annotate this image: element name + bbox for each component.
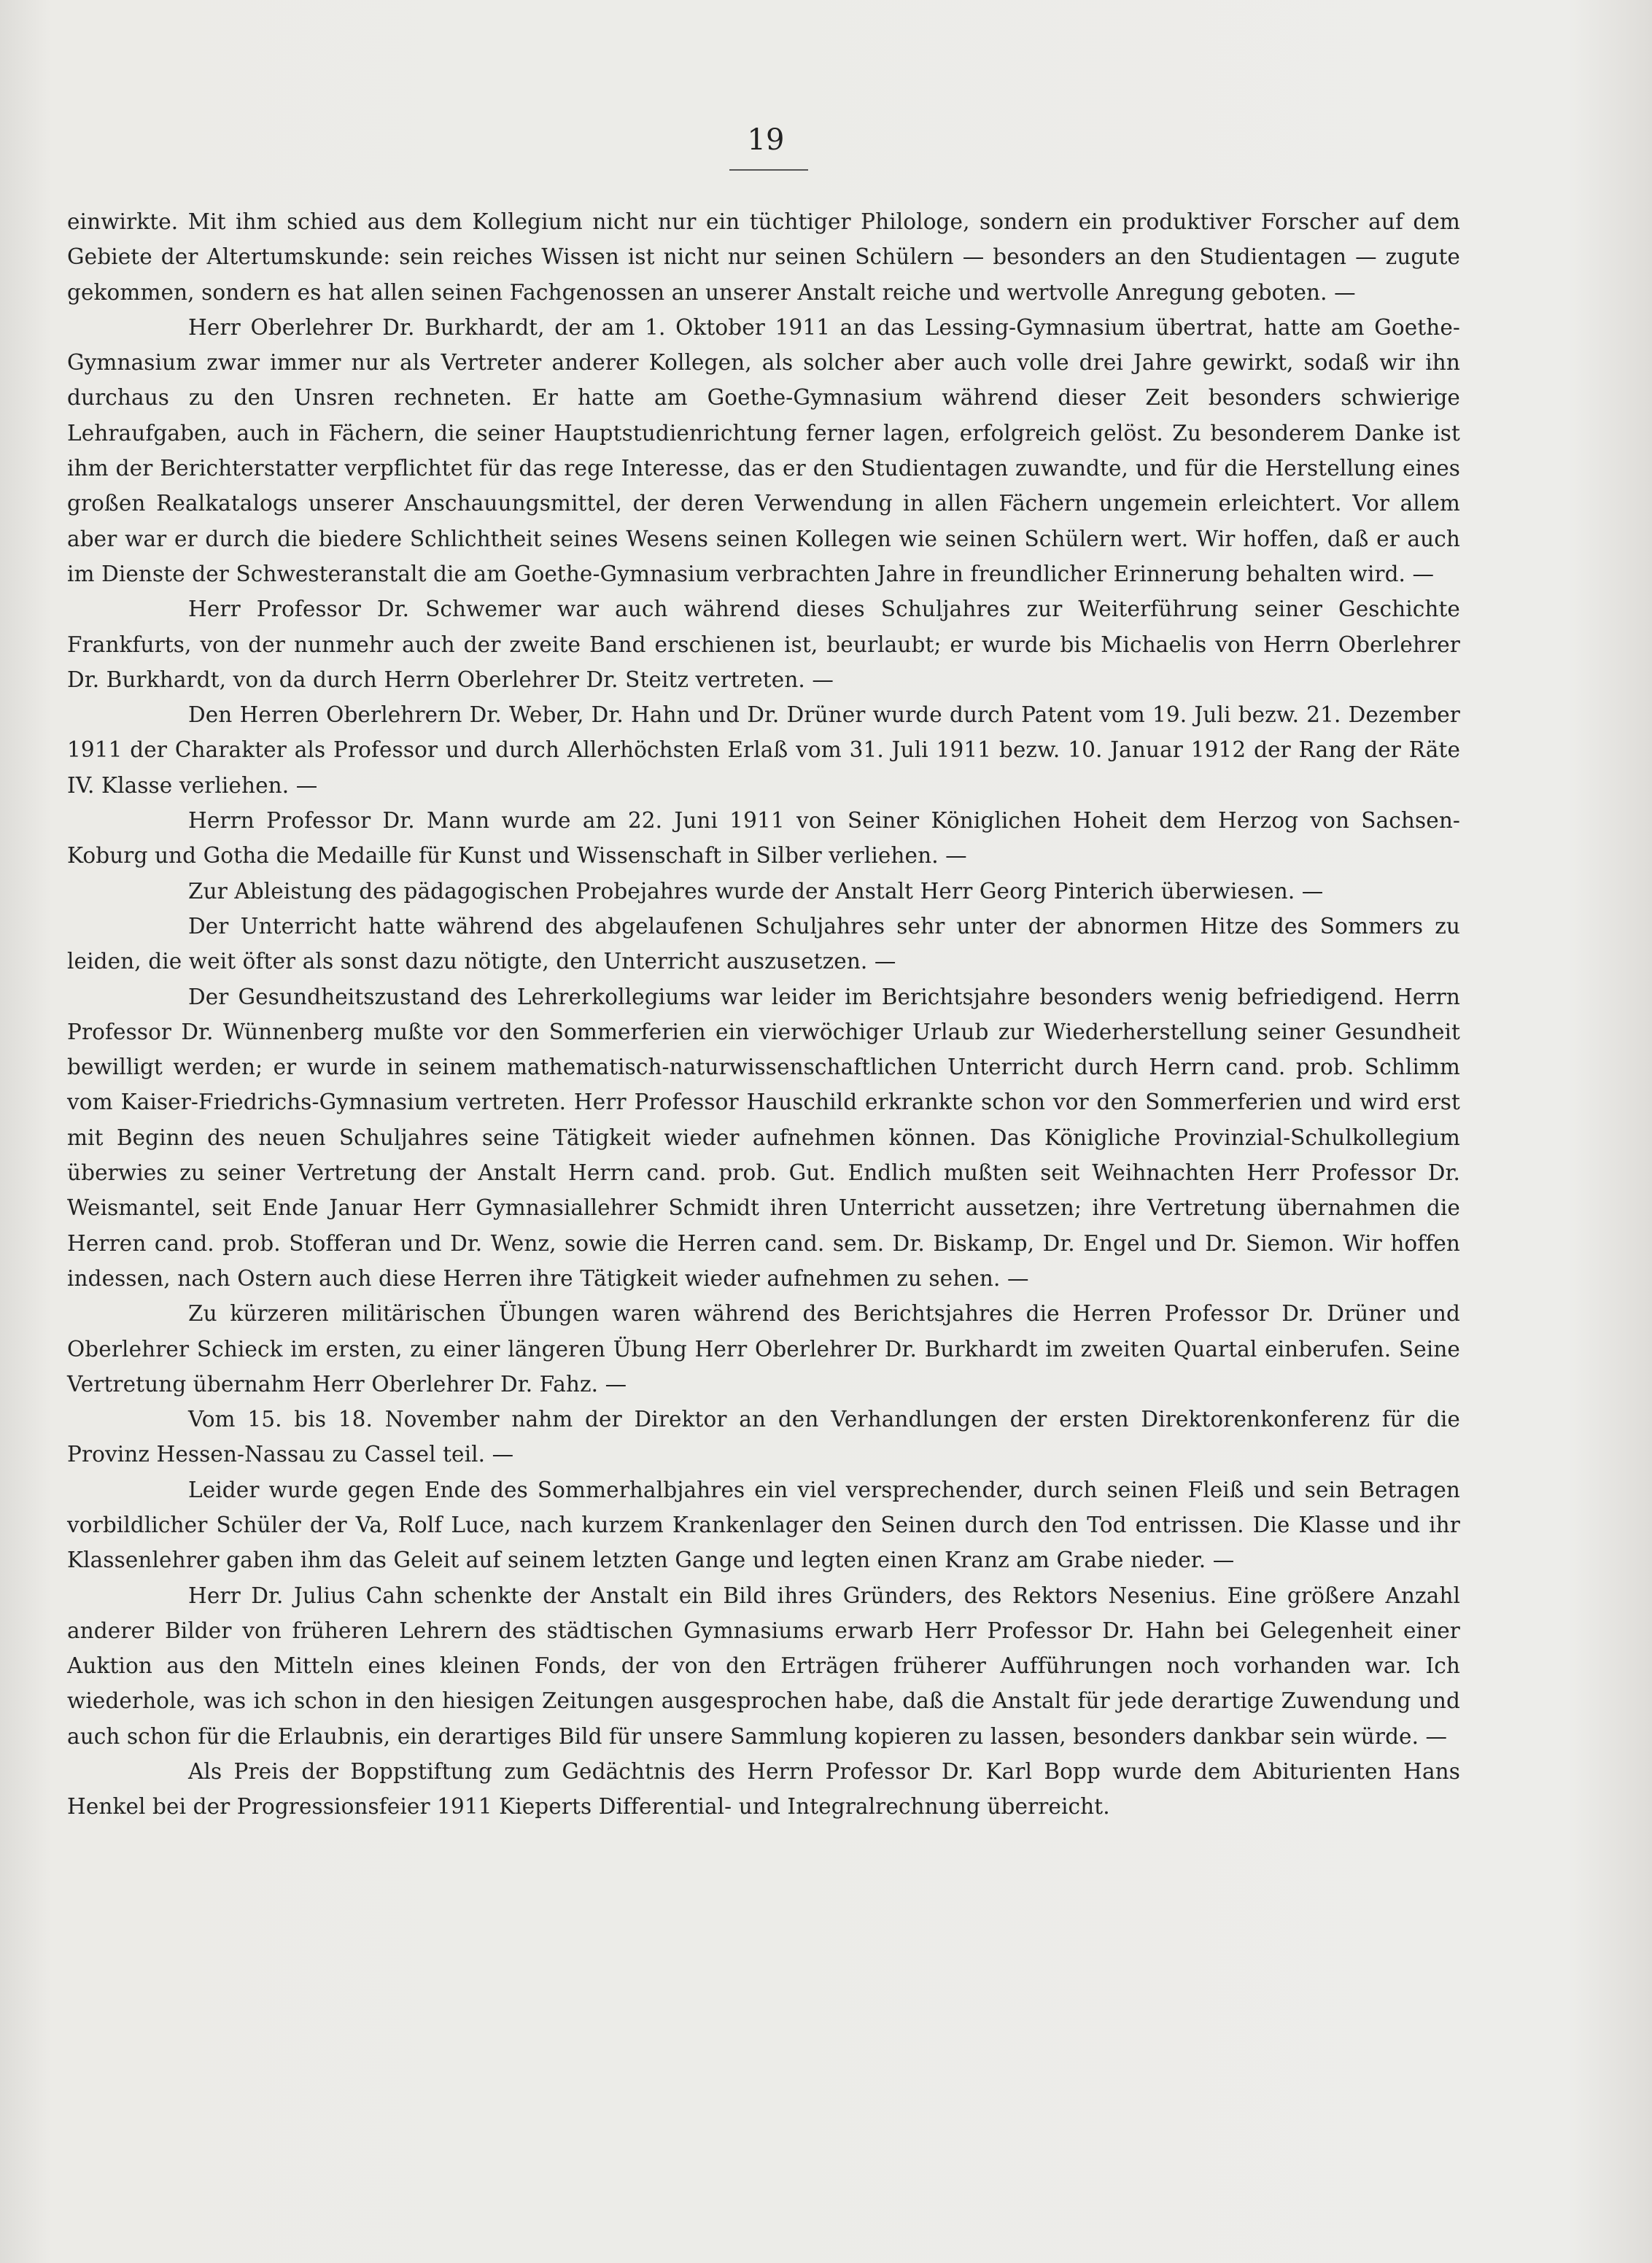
paragraph: Herr Professor Dr. Schwemer war auch während dieses Schuljahres zur Weiterführung seiner Geschichte Frankfurts, von der nunmehr auch der zweite Band erschienen ist, beurlaubt; er wurde bis Michaelis von Herrn Oberlehrer Dr. Burkhardt, von da durch Herrn Oberlehrer Dr. Steitz vertreten. — bbox=[67, 597, 1460, 692]
paragraph: Herr Oberlehrer Dr. Burkhardt, der am 1. Oktober 1911 an das Lessing-Gymnasium übertrat, hatte am Goethe-Gymnasium zwar immer nur als Vertreter anderer Kollegen, als solcher aber auch volle drei Jahre gewirkt, sodaß wir ihn durchaus zu den Unsren rechneten. Er hatte am Goethe-Gymnasium während dieser Zeit besonders schwierige Lehraufgaben, auch in Fächern, die seiner Hauptstudienrichtung ferner lagen, erfolgreich gelöst. Zu besonderem Danke ist ihm der Berichterstatter verpflichtet für das rege Interesse, das er den Studientagen zuwandte, und für die Herstellung eines großen Realkatalogs unserer Anschauungsmittel, der deren Verwendung in allen Fächern ungemein erleichtert. Vor allem aber war er durch die biedere Schlichtheit seines Wesens seinen Kollegen wie seinen Schülern wert. Wir hoffen, daß er auch im Dienste der Schwesteranstalt die am Goethe-Gymnasium verbrachten Jahre in freundlicher Erinnerung behalten wird. — bbox=[67, 314, 1460, 586]
paragraph: Der Gesundheitszustand des Lehrerkollegiums war leider im Berichtsjahre besonders wenig befriedigend. Herrn Professor Dr. Wünnenberg mußte vor den Sommerferien ein vierwöchiger Urlaub zur Wiederherstellung seiner Gesundheit bewilligt werden; er wurde in seinem mathematisch-naturwissenschaftlichen Unterricht durch Herrn cand. prob. Schlimm vom Kaiser-Friedrichs-Gymnasium vertreten. Herr Professor Hauschild erkrankte schon vor den Sommerferien und wird erst mit Beginn des neuen Schuljahres seine Tätigkeit wieder aufnehmen können. Das Königliche Provinzial-Schulkollegium überwies zu seiner Vertretung der Anstalt Herrn cand. prob. Gut. Endlich mußten seit Weihnachten Herr Professor Dr. Weismantel, seit Ende Januar Herr Gymnasiallehrer Schmidt ihren Unterricht aussetzen; ihre Vertretung übernahmen die Herren cand. prob. Stofferan und Dr. Wenz, sowie die Herren cand. sem. Dr. Biskamp, Dr. Engel und Dr. Siemon. Wir hoffen indessen, nach Ostern auch diese Herren ihre Tätigkeit wieder aufnehmen zu sehen. — bbox=[67, 984, 1460, 1291]
paragraph: Zur Ableistung des pädagogischen Probejahres wurde der Anstalt Herr Georg Pinterich überwiesen. — bbox=[188, 878, 1324, 904]
paragraph: Der Unterricht hatte während des abgelaufenen Schuljahres sehr unter der abnormen Hitze des Sommers zu leiden, die weit öfter als sonst dazu nötigte, den Unterricht auszusetzen. — bbox=[67, 913, 1460, 974]
paragraph: Herr Dr. Julius Cahn schenkte der Anstalt ein Bild ihres Gründers, des Rektors Nesenius. Eine größere Anzahl anderer Bilder von früheren Lehrern des städtischen Gymnasiums erwarb Herr Professor Dr. Hahn bei Gelegenheit einer Auktion aus den Mitteln eines kleinen Fonds, der von den Erträgen früherer Aufführungen noch vorhanden war. Ich wiederhole, was ich schon in den hiesigen Zeitungen ausgesprochen habe, daß die Anstalt für jede derartige Zuwendung und auch schon für die Erlaubnis, ein derartiges Bild für unsere Sammlung kopieren zu lassen, besonders dankbar sein würde. — bbox=[67, 1583, 1460, 1749]
paragraph: Zu kürzeren militärischen Übungen waren während des Berichtsjahres die Herren Professor Dr. Drüner und Oberlehrer Schieck im ersten, zu einer längeren Übung Herr Oberlehrer Dr. Burkhardt im zweiten Quartal einberufen. Seine Vertretung übernahm Herr Oberlehrer Dr. Fahz. — bbox=[67, 1301, 1460, 1397]
paragraph: Leider wurde gegen Ende des Sommerhalbjahres ein viel versprechender, durch seinen Fleiß und sein Betragen vorbildlicher Schüler der Va, Rolf Luce, nach kurzem Krankenlager den Seinen durch den Tod entrissen. Die Klasse und ihr Klassenlehrer gaben ihm das Geleit auf seinem letzten Gange und legten einen Kranz am Grabe nieder. — bbox=[67, 1477, 1460, 1573]
paragraph: einwirkte. Mit ihm schied aus dem Kollegium nicht nur ein tüchtiger Philologe, sondern ein produktiver Forscher auf dem Gebiete der Altertumskunde: sein reiches Wissen ist nicht nur seinen Schülern — besonders an den Studientagen — zugute gekommen, sondern es hat allen seinen Fachgenossen an unserer Anstalt reiche und wertvolle Anregung geboten. — bbox=[67, 209, 1460, 305]
paragraph: Vom 15. bis 18. November nahm der Direktor an den Verhandlungen der ersten Direktorenkonferenz für die Provinz Hessen-Nassau zu Cassel teil. — bbox=[67, 1407, 1460, 1467]
page-number-rule bbox=[729, 169, 808, 171]
paragraph: Den Herren Oberlehrern Dr. Weber, Dr. Hahn und Dr. Drüner wurde durch Patent vom 19. Juli bezw. 21. Dezember 1911 der Charakter als Professor und durch Allerhöchsten Erlaß vom 31. Juli 1911 bezw. 10. Januar 1912 der Rang der Räte IV. Klasse verliehen. — bbox=[67, 702, 1460, 798]
paragraph: Herrn Professor Dr. Mann wurde am 22. Juni 1911 von Seiner Königlichen Hoheit dem Herzog von Sachsen-Koburg und Gotha die Medaille für Kunst und Wissenschaft in Silber verliehen. — bbox=[67, 808, 1460, 869]
body-text bbox=[67, 204, 1460, 1825]
page-number: 19 bbox=[747, 123, 785, 157]
paragraph: Als Preis der Boppstiftung zum Gedächtnis des Herrn Professor Dr. Karl Bopp wurde dem Abiturienten Hans Henkel bei der Progressionsfeier 1911 Kieperts Differential- und Integralrechnung überreicht. bbox=[67, 1759, 1460, 1820]
